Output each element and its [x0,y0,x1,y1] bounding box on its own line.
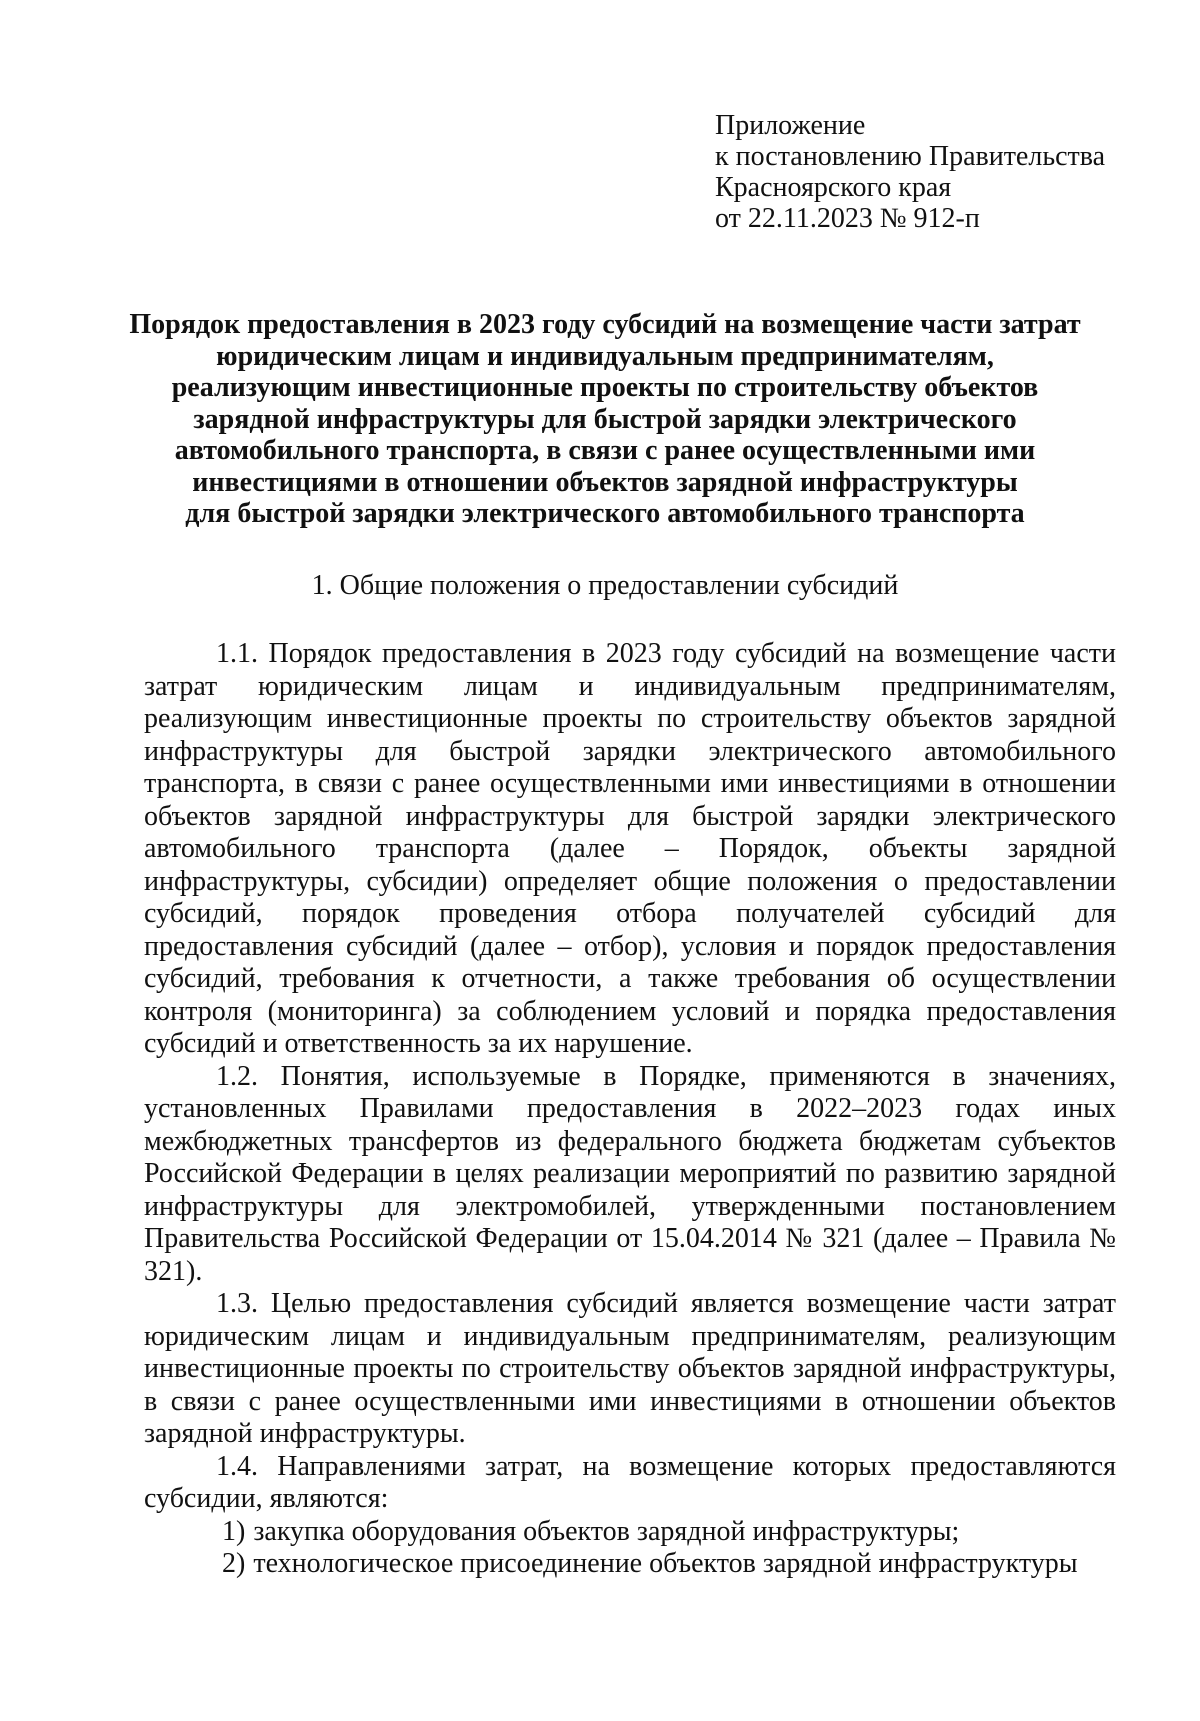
paragraph-1-1: 1.1. Порядок предоставления в 2023 году субсидий на возмещение части затрат юридическим лицам и индивидуальным предпринимателям, реализующим инвестиционные проекты по строительству объектов зарядной инфраструктуры для быстрой зарядки электрического автомобильного транспорта, в связи с ранее осуществленными ими инвестициями в отношении объектов зарядной инфраструктуры для быстрой зарядки электрического автомобильного транспорта (далее – Порядок, объекты зарядной инфраструктуры, субсидии) определяет общие положения о предоставлении субсидий, порядок проведения отбора получателей субсидий для предоставления субсидий (далее – отбор), условия и порядок предоставления субсидий, требования к отчетности, а также требования об осуществлении контроля (мониторинга) за соблюдением условий и порядка предоставления субсидий и ответственность за их нарушение. [144,638,1116,1059]
list-item-text: закупка оборудования объектов зарядной инфраструктуры; [253,1515,960,1547]
body-text [144,638,1116,1581]
document-title [100,309,1110,530]
title-line-4: зарядной инфраструктуры для быстрой зарядки электрического [193,403,1017,435]
list-item-number: 2) [222,1548,246,1579]
title-line-7: для быстрой зарядки электрического автомобильного транспорта [185,498,1025,529]
title-line-6: инвестициями в отношении объектов зарядной инфраструктуры [192,466,1018,498]
title-line-1: Порядок предоставления в 2023 году субсидий на возмещение части затрат [129,309,1081,340]
list-item [144,1548,1116,1581]
list-item-text: технологическое присоединение объектов зарядной инфраструктуры [253,1548,1078,1579]
title-line-3: реализующим инвестиционные проекты по строительству объектов [171,372,1039,403]
appendix-line-4: от 22.11.2023 № 912-п [715,203,980,234]
paragraph-1-4: 1.4. Направлениями затрат, на возмещение которых предоставляются субсидии, являются: [144,1450,1116,1514]
paragraph-1-2: 1.2. Понятия, используемые в Порядке, применяются в значениях, установленных Правилами предоставления в 2022–2023 годах иных межбюджетных трансфертов из федерального бюджета бюджетам субъектов Российской Федерации в целях реализации мероприятий по развитию зарядной инфраструктуры для электромобилей, утвержденными постановлением Правительства Российской Федерации от 15.04.2014 № 321 (далее – Правила № 321). [144,1060,1116,1287]
list-item-number: 1) [222,1515,246,1547]
title-line-5: автомобильного транспорта, в связи с ранее осуществленными ими [174,435,1036,466]
paragraph-1-3: 1.3. Целью предоставления субсидий является возмещение части затрат юридическим лицам и индивидуальным предпринимателям, реализующим инвестиционные проекты по строительству объектов зарядной инфраструктуры, в связи с ранее осуществленными ими инвестициями в отношении объектов зарядной инфраструктуры. [144,1288,1116,1449]
appendix-line-2: к постановлению Правительства [715,141,1106,172]
appendix-line-1: Приложение [715,110,866,141]
appendix-line-3: Красноярского края [715,172,952,203]
appendix-block [715,110,1155,234]
section-heading: 1. Общие положения о предоставлении субсидий [311,570,899,601]
list-item [144,1516,1116,1549]
title-line-2: юридическим лицам и индивидуальным предпринимателям, [216,340,994,372]
